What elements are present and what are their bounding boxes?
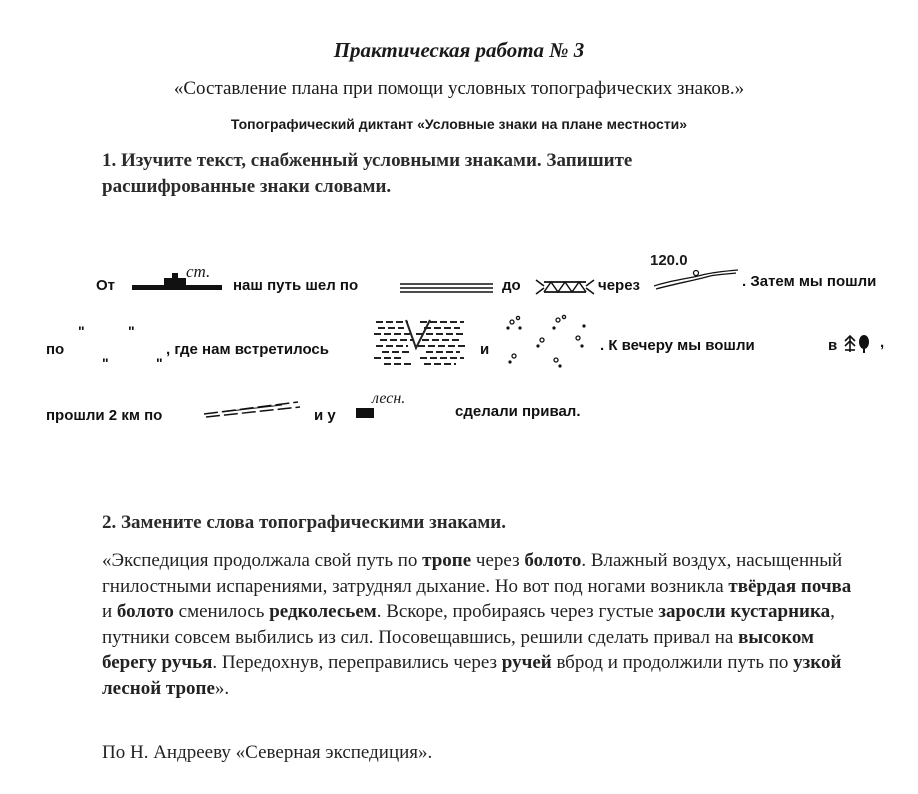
dictation-heading: Топографический диктант «Условные знаки на плане местности»	[230, 116, 688, 132]
word-comma: ,	[880, 334, 885, 351]
keyword-forest-trail: узкой лесной тропе	[102, 652, 842, 699]
keyword-solid-ground: твёрдая почва	[728, 575, 852, 597]
mixed-forest-symbol	[842, 332, 876, 354]
word-ot: От	[96, 277, 116, 294]
forester-house-symbol	[356, 408, 380, 420]
sparse-forest-symbol	[498, 312, 594, 370]
keyword-sparse-forest: редколесьем	[269, 601, 377, 622]
forester-label: лесн.	[372, 390, 406, 407]
task1-line2: расшифрованные знаки словами.	[102, 176, 392, 197]
word-i-u: и у	[314, 407, 336, 424]
keyword-swamp-2: болото	[116, 601, 174, 622]
task1-text	[102, 148, 632, 200]
swamp-symbol	[374, 318, 470, 370]
keyword-high-bank: высоком берегу ручья	[102, 626, 814, 673]
text-segment: ».	[214, 677, 230, 699]
word-proshli: прошли 2 км по	[46, 407, 163, 424]
elevation-mark-symbol	[652, 266, 742, 290]
word-k-vecheru: . К вечеру мы вошли	[600, 337, 755, 354]
word-v: в	[828, 337, 838, 354]
page-title: Практическая работа № 3	[333, 38, 585, 62]
keyword-shrubs: заросли кустарника	[658, 601, 831, 622]
railway-station-symbol	[130, 268, 226, 294]
word-nash-put: наш путь шел по	[233, 277, 359, 294]
text-segment: , путники совсем выбились из сил. Посовещавшись, решили сделать привал на	[102, 601, 835, 648]
svg-text:": "	[78, 323, 85, 339]
svg-text:": "	[128, 323, 135, 339]
task2-paragraph	[102, 548, 862, 701]
word-sdelali: сделали привал.	[455, 403, 581, 420]
word-do: до	[502, 277, 521, 294]
word-cherez: через	[598, 277, 641, 294]
text-segment: через	[471, 550, 525, 571]
word-i: и	[480, 341, 490, 358]
word-po: по	[46, 341, 65, 358]
svg-text:": "	[156, 355, 163, 371]
text-segment: сменилось	[173, 601, 270, 622]
meadow-symbol	[70, 322, 180, 372]
text-segment: вброд и продолжили путь по	[551, 652, 794, 673]
keyword-trail: тропе	[422, 550, 472, 571]
task2-heading: 2. Замените слова топографическими знаками.	[102, 512, 506, 533]
bridge-symbol	[536, 276, 594, 298]
height-label: 120.0	[650, 252, 688, 269]
text-segment: и	[102, 601, 117, 622]
page-subtitle: «Составление плана при помощи условных топографических знаков.»	[173, 78, 745, 99]
task1-line1: 1. Изучите текст, снабженный условными знаками. Запишите	[102, 150, 633, 171]
svg-text:": "	[102, 355, 109, 371]
station-label: ст.	[186, 262, 211, 281]
word-zatem: . Затем мы пошли	[742, 273, 877, 290]
text-segment: . Вскоре, пробираясь через густые	[376, 601, 659, 622]
keyword-stream: ручей	[501, 652, 552, 673]
keyword-swamp: болото	[524, 550, 582, 571]
text-segment: «Экспедиция продолжала свой путь по	[102, 550, 423, 571]
cart-road-symbol	[202, 398, 302, 418]
word-gde: , где нам встретилось	[166, 341, 329, 358]
text-segment: . Влажный воздух, насыщенный гнилостными испарениями, затруднял дыхание. Но вот под ногами возникла	[102, 550, 843, 597]
highway-symbol	[400, 282, 495, 294]
text-segment: . Передохнув, переправились через	[212, 652, 502, 673]
author-credit: По Н. Андрееву «Северная экспедиция».	[102, 742, 433, 763]
